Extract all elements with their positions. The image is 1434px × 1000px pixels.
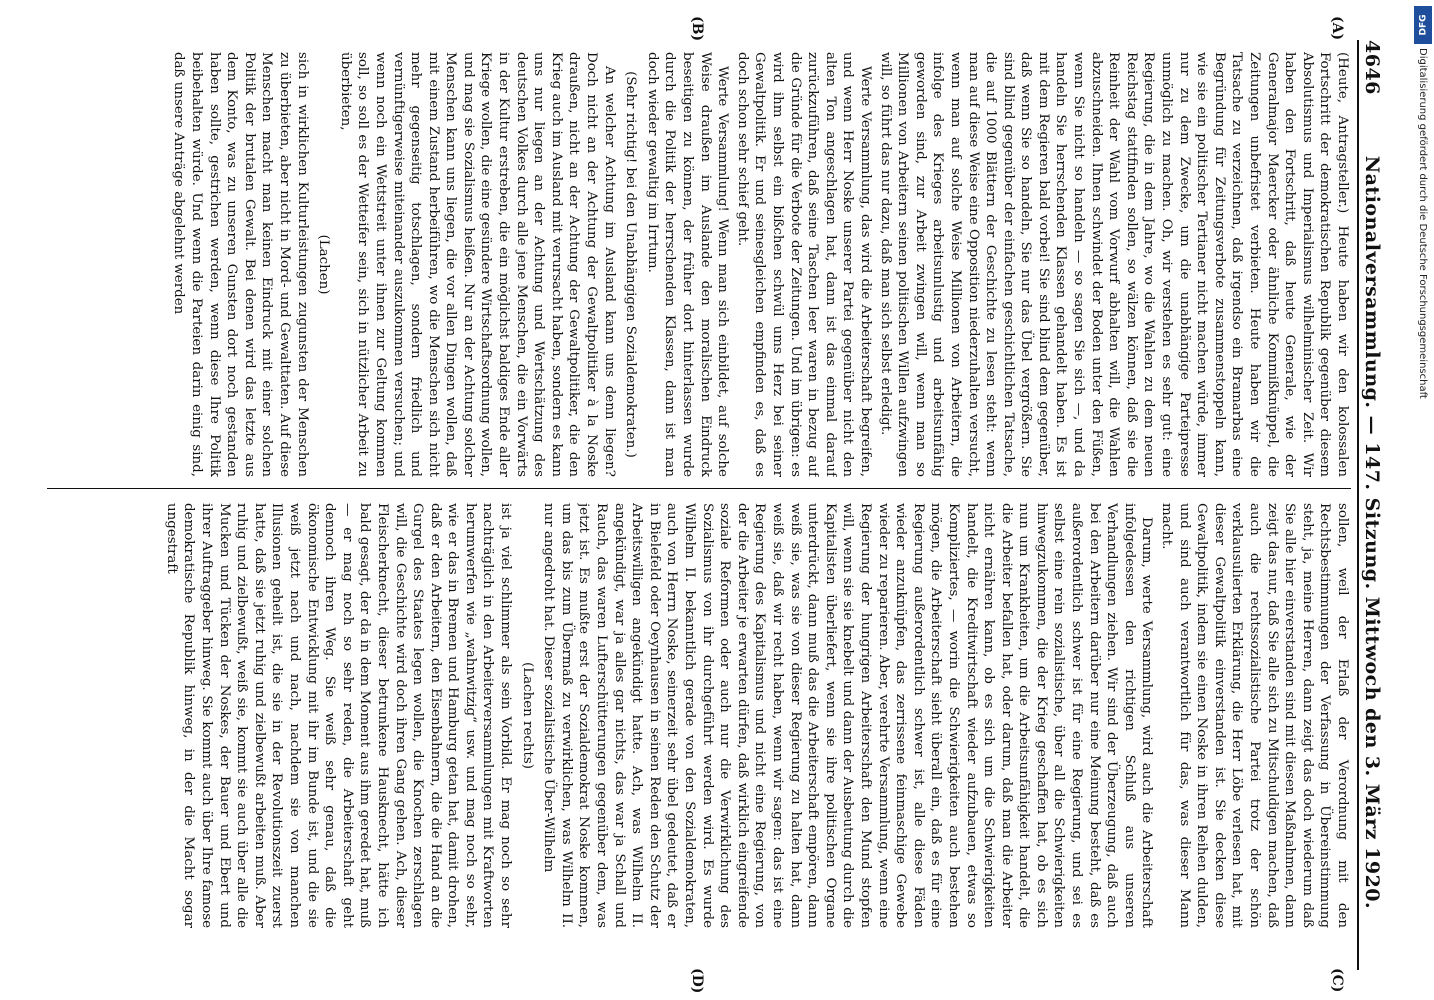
- page-number: 4646: [1361, 40, 1383, 95]
- paragraph: sollen, weil der Erlaß der Verordnung mit den Rechtsbestimmungen der Verfassung in Übereinstimmung steht, ja, meine Herren, dann zeigt das doch wiederum daß Sie alle hier einverstanden sind mit diesen Maßnahmen, dann zeigt das nur, daß Sie alle sich zu Mitschuldigen machen, daß auch die rechtssozialistische Partei trotz der schön verklausulierten Erklärung, die Herr Löbe verlesen hat, mit dieser Gewaltpolitik einverstanden ist. Sie decken diese Gewaltpolitik, indem sie einen Noske in ihren Reihen dulden, und sind auch verantwortlich für das, was dieser Mann macht.: [1159, 503, 1350, 928]
- margin-marker-b: (B): [689, 16, 705, 42]
- margin-marker-c: (C): [1329, 968, 1345, 993]
- document-page: [25, 0, 1405, 1000]
- digitization-sidebar: [1410, 0, 1434, 1000]
- running-title: Nationalversammlung. — 147. Sitzung. Mittwoch den 3. März 1920.: [1361, 155, 1383, 910]
- column-divider: [47, 488, 1351, 489]
- paragraph: (Heute, Antragsteller.) Heute haben wir den kolossalen Fortschritt der demokratischen Republik gegenüber diesem Absolutismus und Imperialismus wilhelminischer Zeit. Wir haben den Fortschritt, daß heute Generale, wie der Generalmajor Maercker oder ähnliche Kommißknüppel, die Zeitungen unbefristet verbieten. Heute haben wir die Tatsache zu verzeichnen, daß irgendso ein Bramarbas eine Begründung für Zeitungsverbote zusammenstoppeln kann, wie sie ein politischer Tertianer nicht machen würde, immer nur zu dem Zwecke, um die unabhängige Parteipresse unmöglich zu machen. Oh, wir verstehen es sehr gut: eine Regierung, die in dem Jahre, wo die Wahlen zu dem neuen Reichstag stattfinden sollen, so wälzen können, daß sie die Reinheit der Wahl vom Vorwurf abhalten will, die Wahlen abzuschneiden. Ihnen schwindet der Boden unter den Füßen, wenn Sie nicht so handeln — so sagen Sie sich —, und da handeln Sie herrschenden Klassen gehandelt haben. Es ist mit dem Regieren bald vorbei! Sie sind blind dem gegenüber, daß wenn Sie so handeln, Sie nur das Übel vergrößern. Sie sind blind gegenüber der einfachen geschichtlichen Tatsache, die auf 1000 Blättern der Geschichte zu lesen steht: wenn man auf diese Weise eine Opposition niederzuhalten versucht, wenn man auf solche Weise Millionen von Arbeitern, die infolge des Krieges arbeitsunlustig und arbeitsunfähig geworden sind, zur Arbeit zwingen will, wenn man so Millionen von Arbeitern seinen politischen Willen aufzwingen will, so führt das nur dazu, daß man sich selbst erledigt.: [877, 52, 1350, 477]
- right-column: [47, 503, 1351, 928]
- dfg-logo: DFG: [1414, 6, 1432, 44]
- funding-credit: Digitalisierung gefördert durch die Deutsche Forschungsgemeinschaft: [1417, 48, 1428, 399]
- margin-marker-a: (A): [1329, 16, 1345, 41]
- interjection: (Sehr richtig! bei den Unabhängigen Sozialdemokraten.): [623, 71, 639, 458]
- paragraph: sich in wirklichen Kulturleistungen zugunsten der Menschen zu überbieten, aber nicht in Mord- und Gewalttaten. Auf diese Menschen macht man keinen Eindruck mit einer solchen Politik der brutalen Gewalt. Bei denen wird das letzte aus dem Konto, was zu unseren Gunsten dort noch gestanden haben sollte, gestrichen werden, wenn diese Ihre Politik beibehalten würde. Und wenn die Parteien darin einig sind, daß unsere Anträge abgelehnt werden: [171, 52, 310, 477]
- paragraph: Werte Versammlung! Wenn man sich einbildet, auf solche Weise draußen im Auslande den moralischen Eindruck beseitigen zu können, der früher dort hinterlassen wurde durch die Politik der herrschenden Klassen, dann ist man doch wieder gewaltig im Irrtum.: [644, 52, 731, 477]
- interjection: (Lachen): [316, 234, 332, 295]
- paragraph: An welcher Achtung im Ausland kann uns denn liegen? Doch nicht an der Achtung der Gewaltpolitiker à la Noske draußen, nicht an der Achtung der Gewaltpolitiker, die den Krieg auch im Ausland mit verursacht haben, sondern es kann uns nur liegen an der Achtung und Wertschätzung des deutschen Volkes durch alle jene Menschen, die ein Vorwärts in der Kultur erstreben, die ein möglichst baldiges Ende aller Kriege wollen, die eine gesündere Wirtschaftsordnung wollen, und mag sie Sozialismus heißen. Nur an der Achtung solcher Menschen kann uns liegen, die vor allen Dingen wollen, daß mit einem Zustand herbeiführen, wo die Menschen sich nicht mehr gegenseitig totschlagen, sondern friedlich und vernünftigerweise miteinander auszukommen versuchen; und wenn noch ein Wettstreit unter ihnen zur Geltung kommen soll, so soll es der Wetteifer sein, sich in nützlicher Arbeit zu überbieten,: [337, 52, 617, 477]
- header-rule: [1357, 40, 1359, 970]
- interjection: (Lachen rechts): [519, 662, 535, 769]
- paragraph: ist ja viel schlimmer als sein Vorbild. Er mag noch so sehr nachträglich in den Arbeiterversammlungen mit Kraftworten herumwerfen wie „wahnwitzig“ usw. und mag noch so sehr, wie er das in Bremen und Hamburg getan hat, damit drohen, daß er den Arbeitern, den Eisenbahnern, die die Hand an die Gurgel des Staates legen wollen, die Knochen zerschlagen will, die Geschichte wird doch ihren Gang gehen. Ach, dieser Fleischerknecht, dieser betrunkene Hausknecht, hätte ich bald gesagt, der da in dem Moment aus ihm geredet hat, muß — er mag noch so sehr reden, die Arbeiterschaft geht dennoch ihren Weg. Sie weiß sehr genau, daß die ökonomische Entwicklung mit ihr im Bunde ist, und die sie weiß jetzt nach und nach, nachdem sie von manchen Illusionen geheilt ist, die sie in der Revolutionszeit zuerst hatte, daß sie jetzt ruhig und zielbewußt arbeiten muß. Aber ruhig und zielbewußt, weiß sie, kommt sie auch über alle die Mucken und Tücken der Noskes, der Bauer und Ebert und ihrer Auftraggeber hinweg. Sie kommt auch über Ihre famose demokratische Republik hinweg, in der die Macht sogar ungestraft: [163, 503, 514, 928]
- paragraph: Darum, werte Versammlung, wird auch die Arbeiterschaft infolgedessen den richtigen Schluß aus unseren Verhandlungen ziehen. Wir sind der Überzeugung, daß auch bei den Arbeitern darüber nur eine Meinung besteht, daß es außerordentlich schwer ist für eine Regierung, und sei es selbst eine rein sozialistische, über all die Schwierigkeiten hinwegzukommen, die der Krieg geschaffen hat, ob es sich nun um Krankheiten, um die Arbeitsunfähigkeit handelt, die die Arbeiter befallen hat, oder darum, daß man die Arbeiter nicht ernähren kann, ob es sich um die Schwierigkeiten handelt, die Kreditwirtschaft wieder aufzubauen, etwas so Kompliziertes, — worin die Schwierigkeiten auch bestehen mögen, die Arbeiterschaft sieht überall ein, daß es für eine Regierung außerordentlich schwer ist, alle diese Fäden wieder anzuknüpfen, das zerrissene feinmaschige Gewebe wieder zu reparieren. Aber, verehrte Versammlung, wenn eine Regierung der hungrigen Arbeiterschaft den Mund stopfen will, wenn sie sie knebelt und dann der Ausbeutung durch die Kapitalisten überliefert, wenn sie ihre politischen Organe unterdrückt, dann muß das die Arbeiterschaft empören, dann weiß sie, was sie von dieser Regierung zu halten hat, dann weiß sie, daß wir recht haben, wenn wir sagen: das ist eine Regierung des Kapitalismus und nicht eine Regierung, von der die Arbeiter je erwarten dürfen, daß wirklich eingreifende soziale Reformen oder auch nur die Verwirklichung des Sozialismus von ihr durchgeführt werden wird. Es wurde Wilhelm II. bekanntlich gerade von den Sozialdemokraten, auch von Herrn Noske, seinerzeit sehr übel gedeutet, daß er in Bielefeld oder Oeynhausen in seinen Reden den Schutz der Arbeitswilligen angekündigt hatte. Ach, was Wilhelm II. angekündigt, war ja alles gar nichts, das war ja Schall und Rauch, das waren Lufterschütterungen gegenüber dem, was jetzt ist. Es mußte erst der Sozialdemokrat Noske kommen, um das bis zum Übermaß zu verwirklichen, was Wilhelm II. nur angedroht hat. Dieser sozialistische Über-Wilhelm: [541, 503, 1155, 928]
- left-column: [47, 52, 1351, 477]
- page-header: [1361, 40, 1395, 970]
- paragraph: Werte Versammlung, das wird die Arbeiterschaft begreifen, und wenn Herr Noske unserer Partei gegenüber nicht den alten Ton angeschlagen hat, dann ist das einmal darauf zurückzuführen, daß seine Taschen leer waren in bezug auf die Gründe für die Verbote der Zeitungen. Und im übrigen: es wird ihm selbst ein bißchen schwül ums Herz bei seiner Gewaltpolitik. Er und seinesgleichen empfinden es, daß es doch schon sehr schief geht.: [734, 52, 873, 477]
- margin-marker-d: (D): [689, 968, 705, 994]
